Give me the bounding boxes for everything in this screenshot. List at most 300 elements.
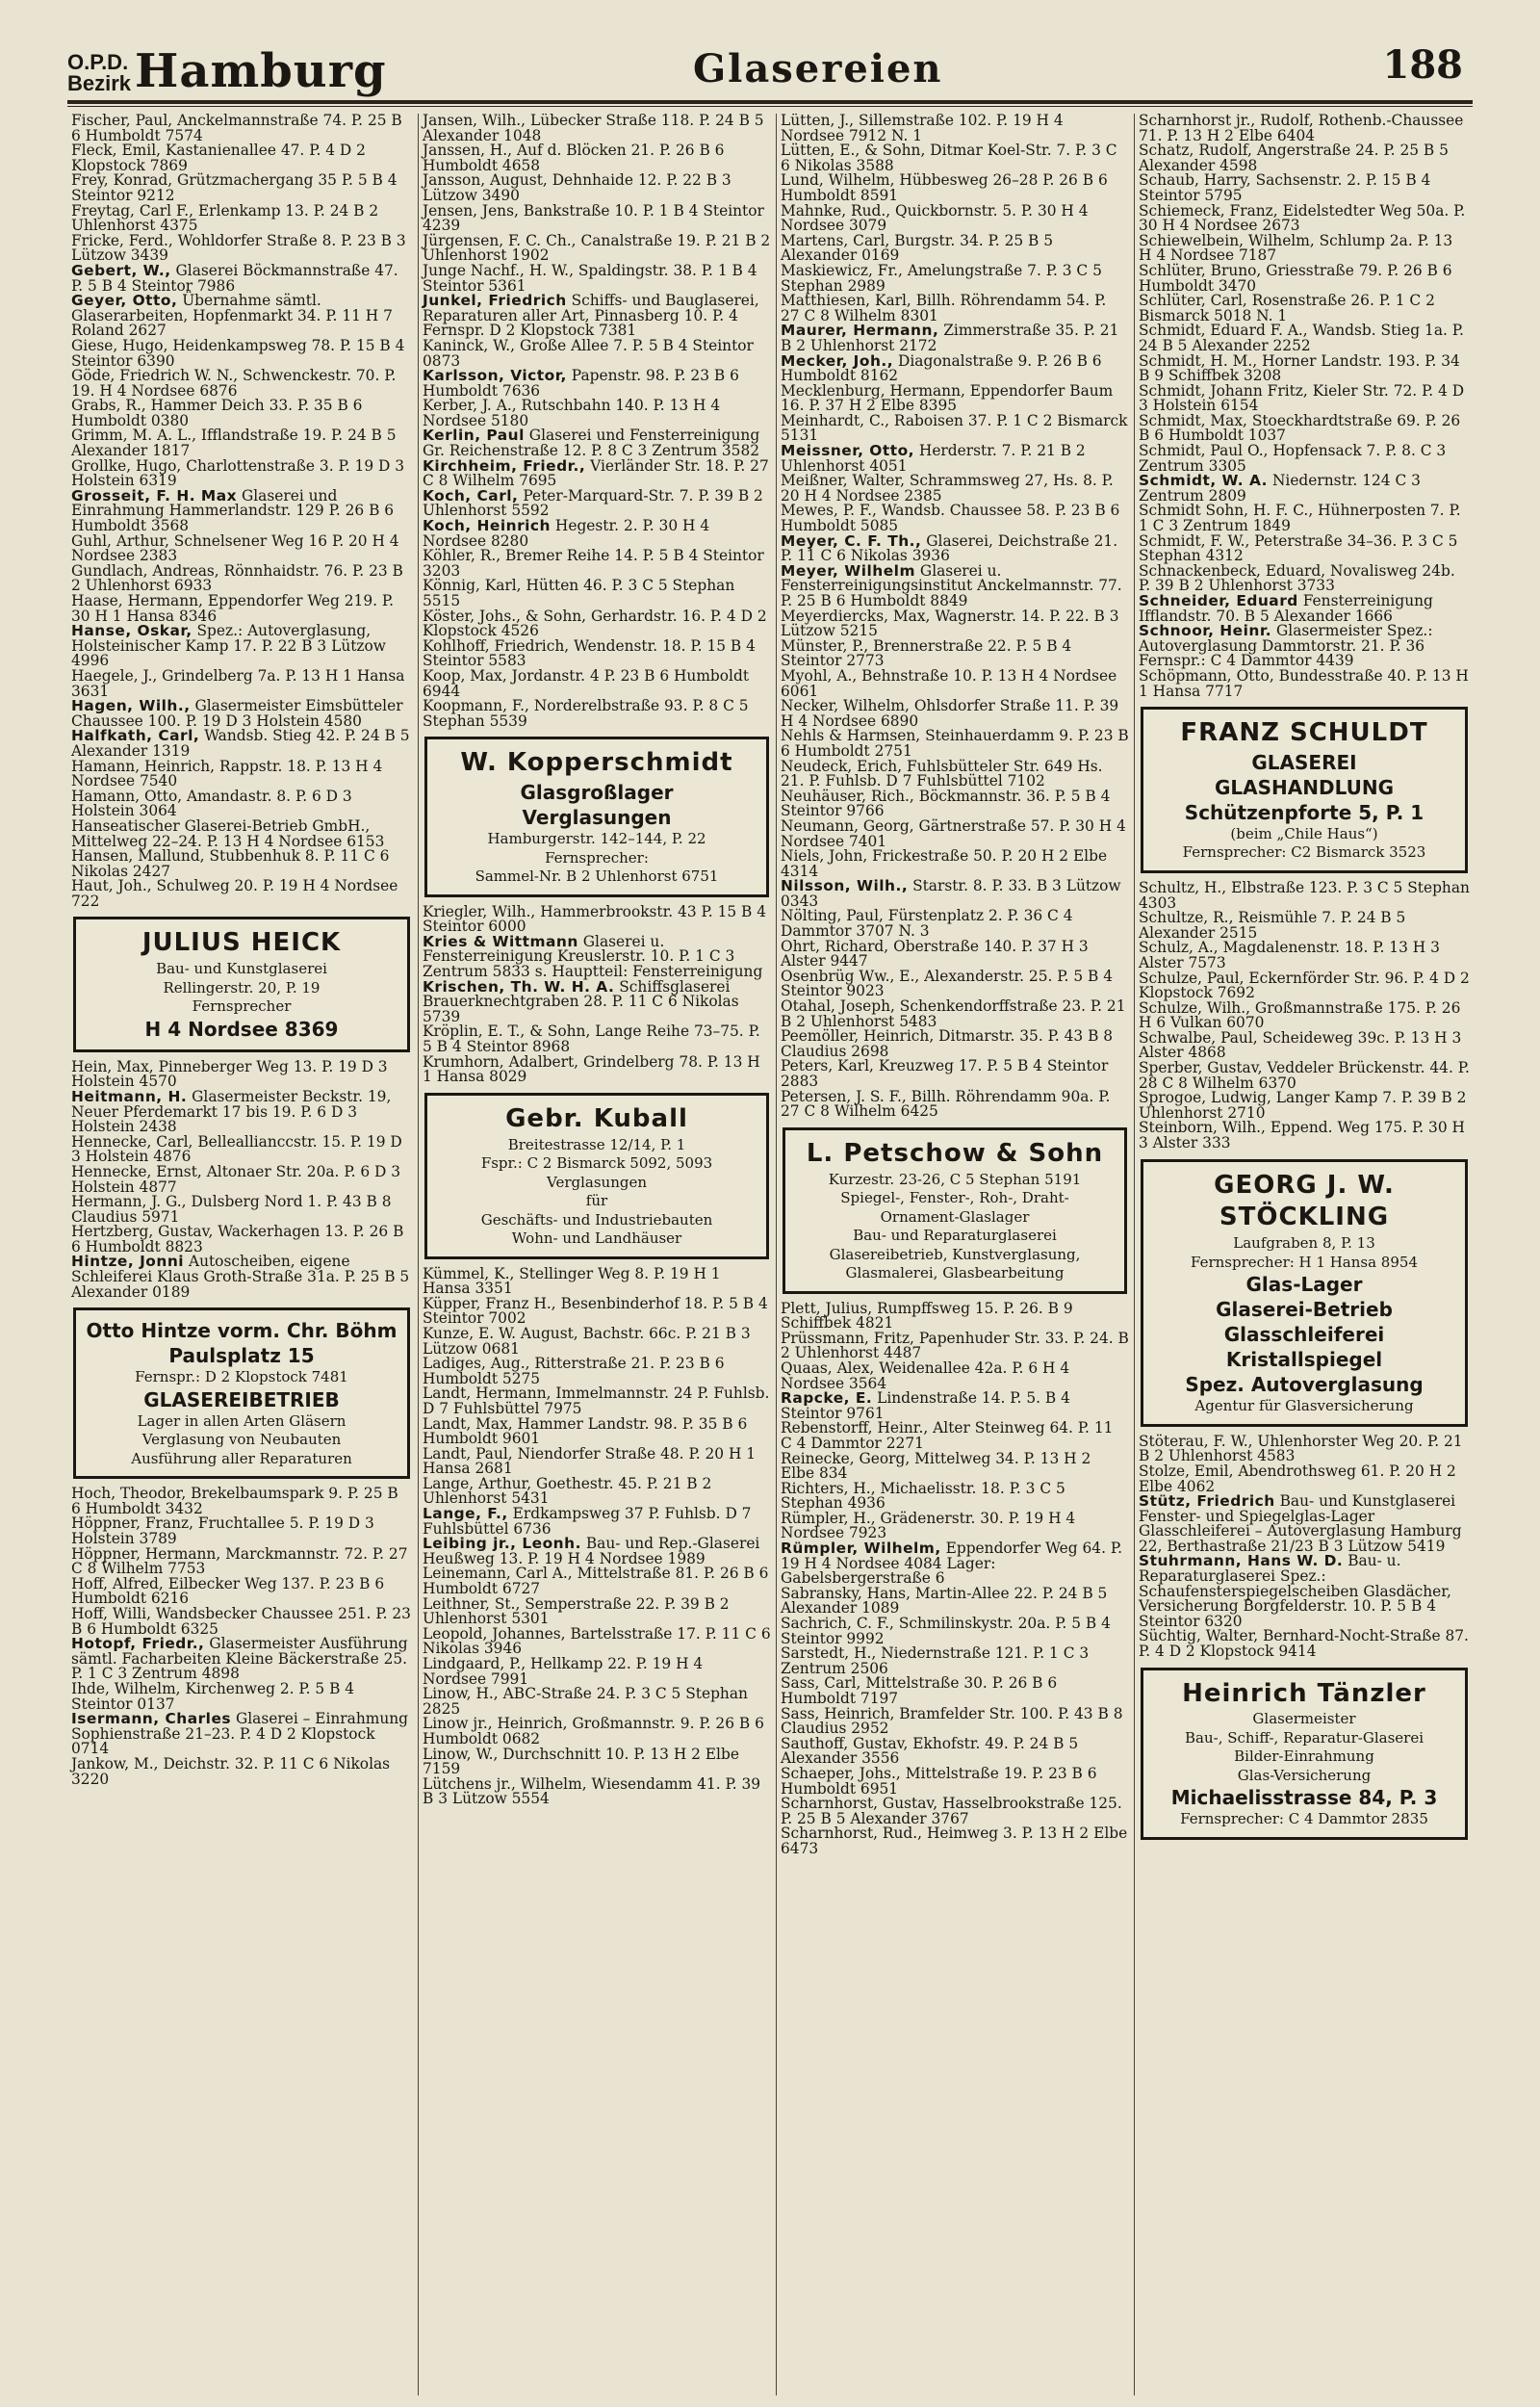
directory-entry (777, 411, 1133, 445)
ad-line: Glasermeister (1252, 1710, 1356, 1728)
city-title: Hamburg (135, 44, 387, 98)
entry-name: Kröplin, E. T., & Sohn, (423, 1022, 591, 1041)
entry-name: Sperber, Gustav, (1139, 1059, 1263, 1077)
entry-name: Höppner, Franz, (71, 1514, 193, 1533)
entry-details: Schiffs- und Bauglaserei, Reparaturen aller Art, Pinnasberg 10. P. 4 Fernspr. D 2 Klopstock 7381 (423, 292, 759, 340)
directory-entry (419, 699, 775, 729)
entry-details: Niedernstraße 121. P. 1 C 3 Zentrum 2506 (781, 1644, 1090, 1677)
directory-entry (419, 1294, 775, 1328)
directory-entry (1135, 971, 1474, 1001)
entry-details: Autoscheiben, eigene Schleiferei Klaus Groth-Straße 31a. P. 25 B 5 Alexander 0189 (71, 1253, 410, 1301)
directory-entry (419, 294, 775, 339)
entry-name: Schaeper, Johs., (781, 1764, 901, 1782)
entry-name: Hanseatischer Glaserei-Betrieb (71, 816, 308, 835)
entry-name: Schiewelbein, Wilhelm, (1139, 231, 1315, 249)
entry-details: Bau- und Rep.-Glaserei Heußweg 13. P. 19 H 4 Nordsee 1989 (423, 1535, 760, 1567)
directory-entry (419, 1474, 775, 1508)
entry-name: Süchtig, Walter, (1139, 1627, 1259, 1645)
directory-entry (67, 624, 416, 669)
entry-details: Besenbinderhof 18. P. 5 B 4 Steintor 7002 (423, 1294, 768, 1328)
entry-name: Nölting, Paul, (781, 907, 884, 925)
entry-name: Koch, Heinrich (423, 517, 552, 535)
ad-line: Glas-Versicherung (1237, 1766, 1372, 1784)
entry-name: Ihde, Wilhelm, (71, 1679, 181, 1697)
entry-name: Myohl, A., (781, 666, 858, 685)
directory-entry (67, 1516, 416, 1546)
directory-entry (67, 879, 416, 909)
entry-details: Michaelisstr. 18. P. 3 C 5 Stephan 4936 (781, 1479, 1065, 1513)
directory-entry (67, 757, 416, 790)
entry-name: Hennecke, Carl, (71, 1132, 193, 1151)
entry-details: Fruchtallee 5. P. 19 D 3 Holstein 3789 (71, 1514, 374, 1548)
entry-details: Großmannstraße 175. P. 26 H 6 Vulkan 6070 (1139, 998, 1461, 1032)
entry-name: Schultze, R., (1139, 909, 1234, 927)
entry-name: Mahnke, Rud., (781, 201, 891, 220)
directory-entry (419, 1357, 775, 1386)
entry-name: Isermann, Charles (71, 1710, 232, 1728)
entry-details: Grädenerstr. 30. P. 19 H 4 Nordsee 7923 (781, 1509, 1076, 1542)
column-4 (1134, 114, 1474, 2395)
section-title: Glasereien (693, 46, 943, 91)
ad-line: Fernspr.: D 2 Klopstock 7481 (135, 1368, 348, 1386)
entry-name: Jürgensen, F. C. Ch., (423, 231, 577, 249)
directory-entry (1135, 114, 1474, 143)
entry-details: Schulweg 20. P. 19 H 4 Nordsee 722 (71, 877, 398, 910)
entry-details: Angerstraße 24. P. 25 B 5 Alexander 4598 (1139, 142, 1449, 174)
entry-name: Mecker, Joh., (781, 351, 894, 370)
entry-name: Steinborn, Wilh., (1139, 1119, 1266, 1137)
ad-line: Glaserei-Betrieb (1216, 1298, 1393, 1322)
entry-details: Behnstraße 10. P. 13 H 4 Nordsee 6061 (781, 666, 1117, 700)
entry-details: Eppendorfer Baum 16. P. 37 H 2 Elbe 8395 (781, 381, 1114, 415)
entry-name: Grollke, Hugo, (71, 456, 182, 475)
entry-details: Ritterstraße 21. P. 23 B 6 Humboldt 5275 (423, 1355, 725, 1387)
entry-name: Hein, Max, (71, 1057, 154, 1075)
entry-details: Wandsb. Chaussee 58. P. 23 B 6 Humboldt 5085 (781, 502, 1120, 535)
entry-name: Meißner, Walter, (781, 472, 905, 490)
entry-details: Heidenkampsweg 78. P. 15 B 4 Steintor 6390 (71, 336, 405, 370)
entry-name: Sauthoff, Gustav, (781, 1734, 909, 1752)
entry-name: Gundlach, Andreas, (71, 561, 219, 580)
entry-details: Novalisweg 24b. P. 39 B 2 Uhlenhorst 3733 (1139, 561, 1455, 595)
entry-name: Sachrich, C. F., (781, 1615, 894, 1633)
entry-name: Schmidt, W. A. (1139, 472, 1269, 490)
entry-name: Sass, Heinrich, (781, 1704, 895, 1722)
entry-details: Griesstraße 79. P. 26 B 6 Humboldt 3470 (1139, 261, 1452, 295)
entry-details: Ditmarstr. 35. P. 43 B 8 Claudius 2698 (781, 1027, 1114, 1060)
directory-entry (777, 1734, 1133, 1768)
directory-entry (1135, 143, 1474, 173)
entry-details: Wiesendamm 41. P. 39 B 3 Lützow 5554 (423, 1774, 761, 1808)
entry-details: Heimweg 3. P. 13 H 2 Elbe 6473 (781, 1825, 1128, 1857)
entry-details: Eppendorfer Weg 219. P. 30 H 1 Hansa 8346 (71, 592, 395, 625)
directory-entry (777, 1299, 1133, 1333)
directory-entry (777, 937, 1133, 971)
entry-details: Großmannstr. 9. P. 26 B 6 Humboldt 0682 (423, 1715, 764, 1747)
entry-name: Krumhorn, Adalbert, (423, 1052, 579, 1071)
directory-entry (777, 1509, 1133, 1542)
entry-name: Kriegler, Wilh., (423, 902, 536, 920)
directory-entry (777, 757, 1133, 790)
directory-entry (1135, 1629, 1474, 1659)
entry-name: Giese, Hugo, (71, 336, 168, 354)
entry-name: Schöpmann, Otto, (1139, 666, 1274, 685)
entry-name: Freytag, Carl F., (71, 201, 194, 220)
entry-name: Hagen, Wilh., (71, 697, 191, 715)
entry-name: Stolze, Emil, (1139, 1462, 1234, 1480)
directory-entry (777, 444, 1133, 474)
entry-name: Reinecke, Georg, (781, 1449, 911, 1467)
entry-details: Böckmannstr. 36. P. 5 B 4 Steintor 9766 (781, 787, 1111, 820)
entry-name: Schiemeck, Franz, (1139, 201, 1278, 220)
entry-details: Auf d. Blöcken 21. P. 26 B 6 Humboldt 4658 (423, 142, 725, 174)
directory-entry (67, 1574, 416, 1608)
directory-entry (1135, 1554, 1474, 1629)
entry-details: Burgstr. 34. P. 25 B 5 Alexander 0169 (781, 231, 1054, 265)
ad-line: Kurzestr. 23-26, C 5 Stephan 5191 (828, 1170, 1082, 1188)
entry-details: Kreuzweg 17. P. 5 B 4 Steintor 2883 (781, 1057, 1109, 1090)
directory-entry (67, 173, 416, 203)
directory-entry (67, 531, 416, 565)
directory-entry (1135, 411, 1474, 445)
directory-entry (777, 636, 1133, 670)
entry-details: Mittelweg 34. P. 13 H 2 Elbe 834 (781, 1449, 1091, 1483)
directory-entry (777, 294, 1133, 324)
entry-name: Lindgaard, P., (423, 1655, 526, 1672)
entry-name: Lange, Arthur, (423, 1474, 532, 1492)
directory-entry (777, 1087, 1133, 1121)
entry-name: Sass, Carl, (781, 1674, 861, 1693)
directory-entry (419, 1264, 775, 1298)
directory-entry (1135, 1432, 1474, 1465)
entry-details: Erdkampsweg 37 P. Fuhlsb. D 7 Fuhlsbüttel 6736 (423, 1505, 752, 1538)
ad-line: GEORG J. W. STÖCKLING (1214, 1170, 1395, 1232)
entry-details: Hellkamp 22. P. 19 H 4 Nordsee 7991 (423, 1655, 704, 1688)
entry-name: Peters, Karl, (781, 1057, 874, 1075)
entry-name: Schmidt, Paul O., (1139, 442, 1269, 460)
directory-entry (67, 594, 416, 624)
entry-name: Meyerdiercks, Max, (781, 607, 931, 625)
ad-line: Fernsprecher: H 1 Hansa 8954 (1190, 1253, 1418, 1271)
directory-entry (1135, 878, 1474, 912)
directory-entry (419, 1687, 775, 1717)
entry-name: Richters, H., (781, 1479, 876, 1497)
entry-details: Lübecker Straße 118. P. 24 B 5 Alexander 1048 (423, 114, 764, 144)
entry-details: Eppendorfer Weg 64. P. 19 H 4 Nordsee 4084 Lager: Gabelsbergerstraße 6 (781, 1540, 1123, 1588)
entry-details: Rumpffsweg 15. P. 26. B 9 Schiffbek 4821 (781, 1299, 1073, 1333)
entry-details: Billh. Röhrendamm 90a. P. 27 C 8 Wilhelm 6425 (781, 1087, 1111, 1121)
ad-line: Otto Hintze vorm. Chr. Böhm (86, 1319, 398, 1343)
entry-details: Grindelberg 78. P. 13 H 1 Hansa 8029 (423, 1052, 760, 1086)
directory-entry (67, 1754, 416, 1788)
ad-line: Glasschleiferei (1223, 1323, 1385, 1347)
entry-details: Goethestr. 45. P. 21 B 2 Uhlenhorst 5431 (423, 1474, 712, 1508)
directory-entry (1135, 173, 1474, 203)
directory-entry (419, 1537, 775, 1566)
entry-details: Lindenstraße 14. P. 5. B 4 Steintor 9761 (781, 1389, 1070, 1422)
directory-entry (419, 1024, 775, 1054)
directory-entry (777, 879, 1133, 909)
entry-name: Lütten, E., & Sohn, (781, 142, 926, 160)
entry-details: Glaserei und Fensterreinigung Gr. Reichenstraße 12. P. 8 C 3 Zentrum 3582 (423, 427, 760, 460)
entry-name: Schulz, A., (1139, 939, 1219, 957)
entry-name: Necker, Wilhelm, (781, 697, 910, 715)
entry-details: Steinhauerdamm 9. P. 23 B 6 Humboldt 2751 (781, 727, 1129, 760)
entry-details: Bau- und Kunstglaserei Fenster- und Spiegelglas-Lager Glasschleiferei – Autoverglasung Hamburg 22, Berthastraße 21/23 B 3 Lützow 5419 (1139, 1492, 1462, 1555)
entry-name: Nehls & Harmsen, (781, 727, 921, 745)
ad-line: Fernsprecher: C2 Bismarck 3523 (1182, 843, 1426, 862)
entry-details: ABC-Straße 24. P. 3 C 5 Stephan 2825 (423, 1685, 748, 1718)
entry-details: Wandsb. Stieg 42. P. 24 B 5 Alexander 1319 (71, 727, 410, 760)
entry-details: Schiffsglaserei Brauerknechtgraben 28. P. 11 C 6 Nikolas 5739 (423, 977, 739, 1025)
ad-line: FRANZ SCHULDT (1180, 718, 1428, 748)
entry-name: Hotopf, Friedr., (71, 1635, 205, 1653)
entry-details: Schrammsweg 27, Hs. 8. P. 20 H 4 Nordsee 2385 (781, 472, 1114, 505)
entry-name: Maurer, Hermann, (781, 322, 939, 340)
entry-name: Linow jr., Heinrich, (423, 1715, 568, 1733)
advertisement-box (1141, 1159, 1468, 1427)
entry-details: Glaserei u. Fensterreinigungsinstitut Anckelmannstr. 77. P. 25 B 6 Humboldt 8849 (781, 561, 1122, 609)
entry-details: Wendenstr. 18. P. 15 B 4 Steintor 5583 (423, 636, 756, 670)
entry-details: Immelmannstr. 24 P. Fuhlsb. D 7 Fuhlsbüttel 7975 (423, 1385, 770, 1417)
directory-entry (1135, 261, 1474, 295)
directory-entry (419, 902, 775, 936)
entry-name: Scharnhorst jr., Rudolf, (1139, 114, 1314, 129)
entry-name: Mewes, P. F., (781, 502, 877, 520)
entry-details: Veddeler Brückenstr. 44. P. 28 C 8 Wilhelm 6370 (1139, 1059, 1470, 1092)
entry-name: Matthiesen, Karl, (781, 292, 911, 310)
directory-entry (777, 561, 1133, 609)
entry-details: Amandastr. 8. P. 6 D 3 Holstein 3064 (71, 787, 352, 820)
entry-details: Rosenstraße 26. P. 1 C 2 Bismarck 5018 N. 1 (1139, 292, 1435, 324)
entry-details: Schnelsener Weg 16 P. 20 H 4 Nordsee 2383 (71, 531, 399, 565)
entry-name: Scharnhorst, Rud., (781, 1825, 923, 1843)
entry-details: Frickestraße 50. P. 20 H 2 Elbe 4314 (781, 847, 1108, 880)
directory-entry (1135, 624, 1474, 669)
entry-name: Schmidt, H. M., (1139, 351, 1258, 370)
entry-details: Hegestr. 2. P. 30 H 4 Nordsee 8280 (423, 517, 710, 550)
advertisement-box (73, 917, 410, 1051)
ad-line: Spiegel-, Fenster-, Roh-, Draht- (840, 1189, 1069, 1207)
directory-entry (777, 531, 1133, 565)
entry-name: Sprogoe, Ludwig, (1139, 1089, 1271, 1107)
entry-name: Schaub, Harry, (1139, 171, 1251, 190)
directory-entry (1135, 911, 1474, 941)
entry-details: Jordanstr. 4 P. 23 B 6 Humboldt 6944 (423, 666, 750, 700)
directory-entry (419, 1624, 775, 1658)
directory-entry (777, 849, 1133, 879)
entry-details: Ifflandstraße 19. P. 24 B 5 Alexander 1817 (71, 427, 397, 460)
ad-line: Ornament-Glaslager (880, 1207, 1030, 1226)
directory-entry (1135, 1091, 1474, 1121)
directory-entry (67, 789, 416, 819)
directory-entry (67, 428, 416, 458)
entry-name: Hermann, J. G., (71, 1193, 187, 1211)
entry-details: Hütten 46. P. 3 C 5 Stephan 5515 (423, 577, 735, 609)
column-1 (67, 114, 416, 2395)
entry-name: Gebert, W., (71, 261, 171, 279)
directory-entry (777, 1676, 1133, 1706)
ad-line: Kristallspiegel (1225, 1348, 1383, 1372)
entry-details: Spez.: Autoverglasung, Holsteinischer Kamp 17. P. 22 B 3 Lützow 4996 (71, 622, 386, 670)
entry-details: Brennerstraße 22. P. 5 B 4 Steintor 2773 (781, 636, 1072, 670)
entry-name: Guhl, Arthur, (71, 531, 169, 550)
entry-name: Osenbrüg Ww., E., (781, 967, 920, 985)
directory-entry (419, 143, 775, 173)
entry-name: Jansson, August, (423, 171, 548, 190)
entry-name: Jankow, M., (71, 1754, 159, 1773)
directory-entry (1135, 231, 1474, 265)
entry-name: Küpper, Franz H., (423, 1294, 556, 1312)
entry-details: Hühnerposten 7. P. 1 C 3 Zentrum 1849 (1139, 502, 1461, 535)
entry-details: Hammer Deich 33. P. 35 B 6 Humboldt 0380 (71, 397, 363, 429)
entry-details: Ditmar Koel-Str. 7. P. 3 C 6 Nikolas 3588 (781, 142, 1117, 174)
ad-line: für (585, 1192, 608, 1210)
entry-name: Landt, Max, (423, 1414, 513, 1433)
directory-entry (1135, 444, 1474, 474)
entry-details: Bundesstraße 40. P. 13 H 1 Hansa 7717 (1139, 666, 1469, 700)
directory-entry (67, 261, 416, 295)
directory-entry (67, 1057, 416, 1091)
directory-entry (1135, 594, 1474, 624)
entry-name: Köhler, R., (423, 547, 501, 565)
entry-details: Gärtnerstraße 57. P. 30 H 4 Nordsee 7401 (781, 816, 1126, 850)
ad-line: H 4 Nordsee 8369 (144, 1017, 339, 1041)
entry-name: Meissner, Otto, (781, 442, 914, 460)
entry-name: Lütten, J., (781, 114, 855, 129)
directory-entry (777, 699, 1133, 729)
entry-name: Hamann, Otto, (71, 787, 183, 805)
entry-name: Meinhardt, C., (781, 411, 889, 429)
directory-entry (419, 1594, 775, 1628)
entry-details: Stoeckhardtstraße 69. P. 26 B 6 Humboldt 1037 (1139, 411, 1461, 445)
entry-details: Grützmachergang 35 P. 5 B 4 Steintor 9212 (71, 171, 398, 204)
entry-name: Neumann, Georg, (781, 816, 914, 835)
entry-details: Raboisen 37. P. 1 C 2 Bismarck 5131 (781, 411, 1128, 445)
entry-name: Stütz, Friedrich (1139, 1492, 1275, 1511)
entry-details: Eckernförder Str. 96. P. 4 D 2 Klopstock 7692 (1139, 969, 1470, 1002)
entry-name: Nilsson, Wilh., (781, 877, 909, 895)
entry-details: Papenhuder Str. 33. P. 24. B 2 Uhlenhorst 4487 (781, 1329, 1129, 1362)
directory-entry (67, 729, 416, 759)
entry-name: Landt, Hermann, (423, 1385, 552, 1403)
entry-details: Canalstraße 19. P. 21 B 2 Uhlenhorst 1902 (423, 231, 771, 265)
directory-entry (67, 561, 416, 595)
directory-entry (67, 1544, 416, 1578)
entry-details: Übernahme sämtl. Glaserarbeiten, Hopfenmarkt 34. P. 11 H 7 Roland 2627 (71, 292, 393, 340)
entry-name: Hanse, Oskar, (71, 622, 192, 640)
directory-entry (777, 789, 1133, 819)
entry-details: Eppend. Weg 175. P. 30 H 3 Alster 333 (1139, 1119, 1465, 1152)
directory-entry (777, 1797, 1133, 1826)
advertisement-box (424, 737, 769, 896)
entry-details: Bankstraße 10. P. 1 B 4 Steintor 4239 (423, 201, 764, 235)
entry-name: Göde, Friedrich W. N., (71, 367, 239, 385)
directory-entry (1135, 531, 1474, 565)
entry-name: Schulze, Paul, (1139, 969, 1245, 987)
entry-name: Linow, H., (423, 1685, 499, 1703)
entry-details: Wohldorfer Straße 8. P. 23 B 3 Lützow 3439 (71, 231, 406, 265)
entry-name: Grosseit, F. H. Max (71, 486, 238, 505)
directory-entry (777, 1329, 1133, 1362)
directory-entry (419, 261, 775, 295)
entry-name: Martens, Carl, (781, 231, 890, 249)
entry-name: Köster, Johs., & Sohn, (423, 607, 587, 625)
directory-entry (777, 1646, 1133, 1676)
directory-entry (777, 231, 1133, 265)
ad-line: Breitestrasse 12/14, P. 1 (507, 1135, 686, 1153)
entry-details: Gerhardstr. 16. P. 4 D 2 Klopstock 4526 (423, 607, 767, 640)
entry-details: Stellinger Weg 8. P. 19 H 1 Hansa 3351 (423, 1264, 721, 1298)
entry-details: Scheideweg 39c. P. 13 H 3 Alster 4868 (1139, 1028, 1462, 1062)
entry-name: Rümpler, Wilhelm, (781, 1540, 941, 1558)
advertisement-box (1141, 1668, 1468, 1840)
directory-entry (777, 1764, 1133, 1798)
entry-name: Grimm, M. A. L., (71, 427, 196, 445)
entry-details: Wandsb. Stieg 1a. P. 24 B 5 Alexander 2252 (1139, 322, 1464, 354)
entry-name: Hintze, Jonni (71, 1253, 185, 1271)
entry-details: Glaserei Böckmannstraße 47. P. 5 B 4 Steintor 7986 (71, 261, 398, 295)
advertisement-box (783, 1127, 1127, 1294)
entry-name: Hoch, Theodor, (71, 1485, 187, 1503)
entry-name: Grabs, R., (71, 397, 146, 415)
header-rule (67, 100, 1473, 104)
entry-name: Fricke, Ferd., (71, 231, 173, 249)
entry-details: Wackerhagen 13. P. 26 B 6 Humboldt 8823 (71, 1223, 404, 1255)
entry-details: Wandsbecker Chaussee 251. P. 23 B 6 Humboldt 6325 (71, 1605, 411, 1638)
entry-name: Könnig, Karl, (423, 577, 522, 595)
directory-entry (419, 1324, 775, 1358)
entry-name: Koopmann, F., (423, 697, 529, 715)
directory-entry (1135, 561, 1474, 595)
directory-entry (419, 173, 775, 203)
entry-details: Rutschbahn 140. P. 13 H 4 Nordsee 5180 (423, 397, 721, 429)
directory-entry (777, 324, 1133, 353)
advertisement-box (73, 1307, 410, 1479)
entry-details: Rothenb.-Chaussee 71. P. 13 H 2 Elbe 6404 (1139, 114, 1464, 144)
entry-name: Leithner, St., (423, 1594, 521, 1613)
entry-name: Meyer, C. F. Th., (781, 531, 922, 550)
ad-line: Verglasungen (522, 806, 672, 830)
entry-details: Fensterreinigung Ifflandstr. 70. B 5 Alexander 1666 (1139, 592, 1433, 625)
entry-name: Hennecke, Ernst, (71, 1162, 202, 1180)
ad-line: Geschäfts- und Industriebauten (480, 1210, 713, 1229)
entry-details: Eidelstedter Weg 50a. P. 30 H 4 Nordsee 2673 (1139, 201, 1466, 235)
directory-entry (419, 666, 775, 700)
entry-details: Pinneberger Weg 13. P. 19 D 3 Holstein 4570 (71, 1057, 388, 1091)
entry-details: Uhlenhorster Weg 20. P. 21 B 2 Uhlenhorst 4583 (1139, 1432, 1463, 1465)
ad-line: Wohn- und Landhäuser (511, 1229, 682, 1248)
entry-name: Krischen, Th. W. H. A. (423, 977, 615, 996)
entry-name: Lange, F., (423, 1505, 508, 1523)
directory-entry (419, 486, 775, 520)
entry-details: Hopfensack 7. P. 8. C 3 Zentrum 3305 (1139, 442, 1447, 475)
entry-name: Lütchens jr., Wilhelm, (423, 1774, 587, 1793)
entry-name: Schwalbe, Paul, (1139, 1028, 1258, 1047)
ad-line: Agentur für Glasversicherung (1194, 1397, 1414, 1415)
directory-entry (67, 1162, 416, 1196)
entry-name: Petersen, J. S. F., (781, 1087, 907, 1105)
entry-name: Leibing jr., Leonh. (423, 1535, 581, 1553)
directory-entry (419, 428, 775, 458)
directory-entry (1135, 1121, 1474, 1151)
directory-entry (419, 1414, 775, 1448)
entry-details: Mittelstraße 19. P. 23 B 6 Humboldt 6951 (781, 1764, 1097, 1798)
directory-entry (1135, 1464, 1474, 1494)
entry-details: Wagnerstr. 14. P. 22. B 3 Lützow 5215 (781, 607, 1119, 640)
ad-line: Bau- und Kunstglaserei (156, 960, 327, 978)
entry-name: Kerlin, Paul (423, 427, 525, 445)
